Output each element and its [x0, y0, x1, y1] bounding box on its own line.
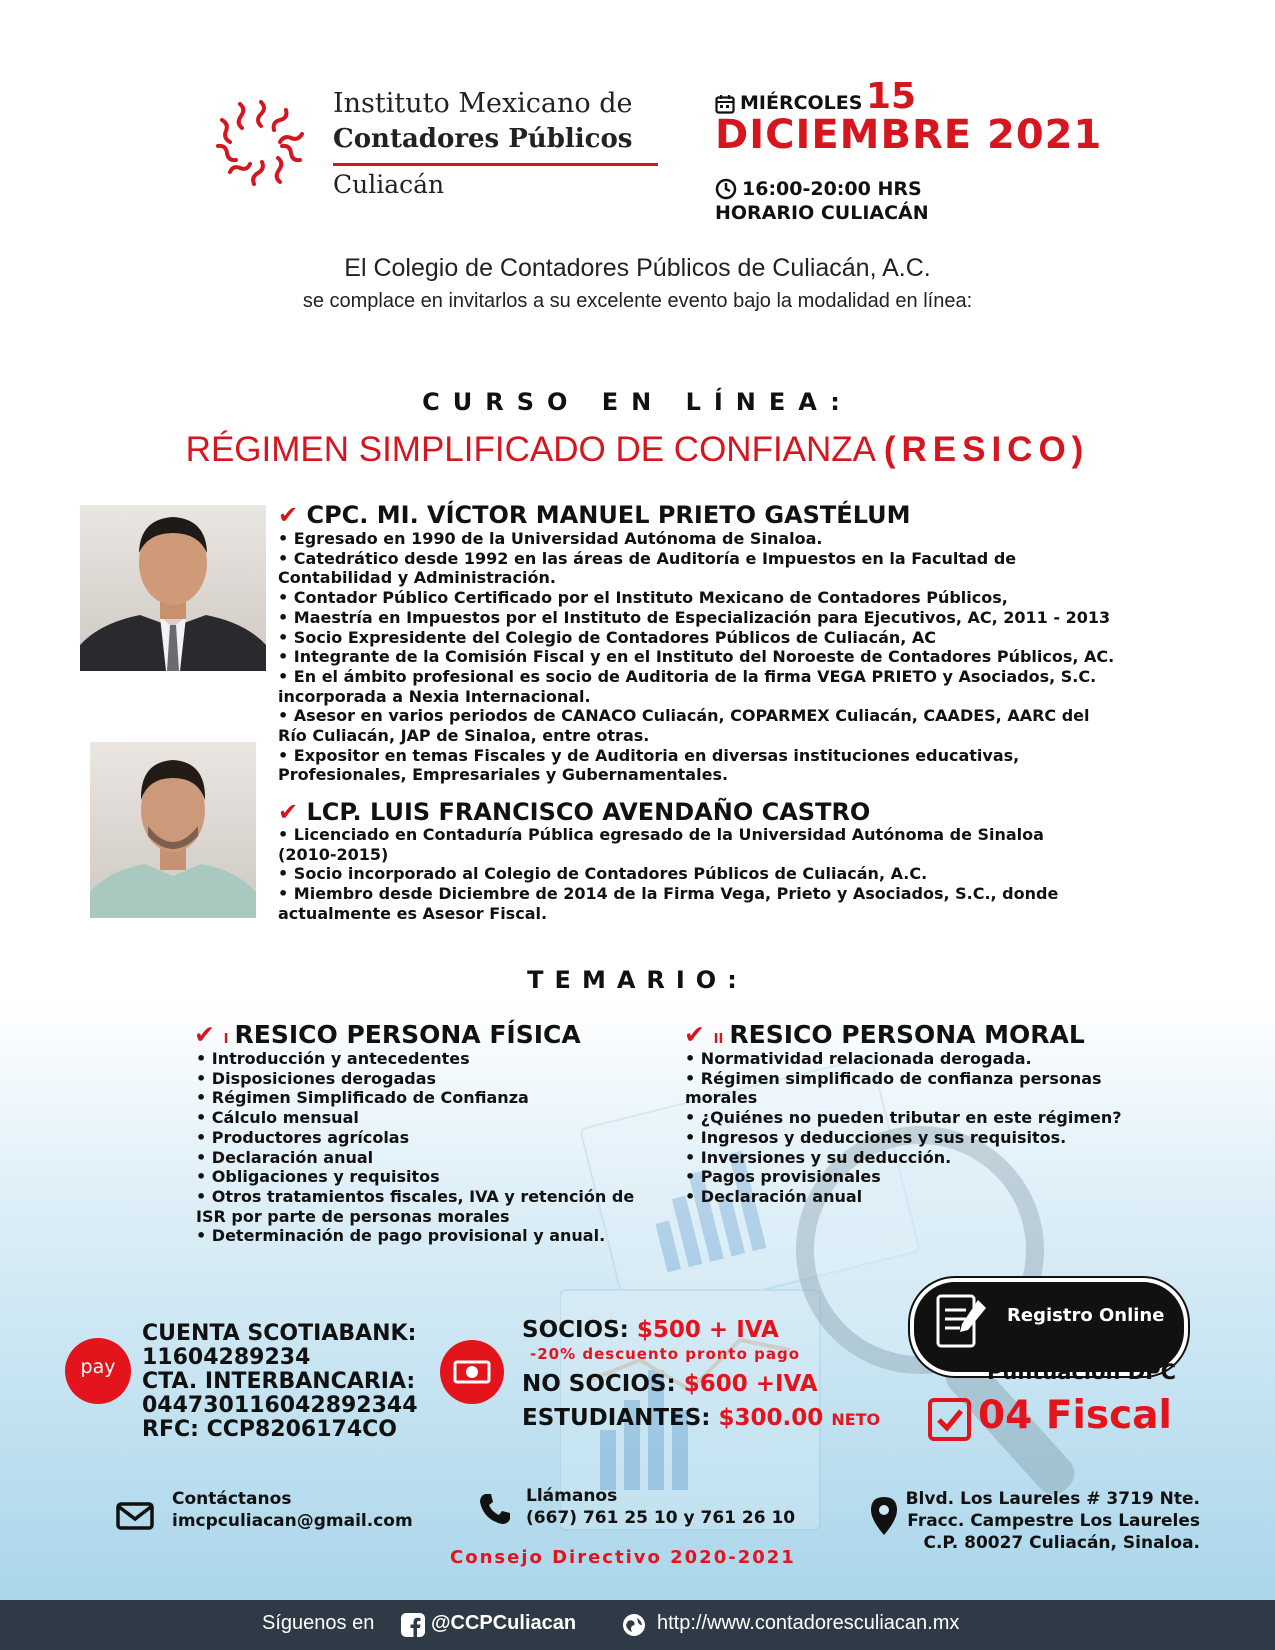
non-members-price: $600 +IVA [683, 1371, 818, 1397]
checkmark-icon: ✔ [194, 1020, 215, 1049]
students-suffix: NETO [831, 1410, 881, 1429]
amazon-pay-icon [65, 1338, 131, 1404]
list-item: • Otros tratamientos fiscales, IVA y retención de [196, 1186, 635, 1206]
phone-label: Llámanos [526, 1486, 618, 1506]
calendar-icon [715, 94, 735, 114]
speaker-2-name [278, 798, 870, 826]
list-item: • Normatividad relacionada derogada. [685, 1049, 1032, 1068]
price-members [522, 1318, 880, 1342]
event-day-number: 15 [866, 76, 917, 117]
phone-contact [526, 1485, 795, 1529]
bio-line: • Egresado en 1990 de la Universidad Autónoma de Sinaloa. [278, 529, 823, 548]
council-text: Consejo Directivo 2020-2021 [450, 1547, 796, 1568]
bio-line: • En el ámbito profesional es socio de Auditoria de la firma VEGA PRIETO y Asociados, S.C. [278, 666, 1097, 686]
list-item: • Introducción y antecedentes [196, 1049, 470, 1068]
list-item: • Obligaciones y requisitos [196, 1167, 440, 1187]
event-day-name: MIÉRCOLES [740, 92, 863, 114]
facebook-icon[interactable] [401, 1613, 425, 1637]
speaker-2-name-text: LCP. LUIS FRANCISCO AVENDAÑO CASTRO [306, 798, 871, 826]
event-month-year: DICIEMBRE 2021 [715, 112, 1103, 158]
speaker-1-name-text: CPC. MI. VÍCTOR MANUEL PRIETO GASTÉLUM [306, 501, 911, 529]
clabe-number: 044730116042892344 [142, 1393, 418, 1418]
list-item: • Declaración anual [196, 1147, 374, 1167]
bank-info [142, 1322, 418, 1442]
bio-line: (2010-2015) [278, 844, 389, 864]
list-item: • Régimen Simplificado de Confianza [196, 1088, 529, 1108]
students-price: $300.00 [718, 1405, 824, 1431]
follow-label: Síguenos en [262, 1612, 375, 1634]
course-acronym: (RESICO) [883, 430, 1090, 469]
bio-line: actualmente es Asesor Fiscal. [278, 903, 548, 923]
list-item: • Productores agrícolas [196, 1127, 410, 1147]
globe-icon [622, 1613, 646, 1637]
address-line: C.P. 80027 Culiacán, Sinaloa. [923, 1533, 1200, 1553]
bio-line: • Socio Expresidente del Colegio de Contadores Públicos de Culiacán, AC [278, 627, 937, 647]
checkmark-icon: ✔ [278, 798, 299, 826]
prices [522, 1318, 880, 1432]
address-line: Fracc. Campestre Los Laureles [907, 1511, 1200, 1531]
bio-line: • Maestría en Impuestos por el Instituto de Especialización para Ejecutivos, AC, 2011 - 2013 [278, 607, 1111, 627]
list-item: • Inversiones y su deducción. [685, 1147, 952, 1167]
clock-icon [715, 178, 737, 200]
phone-icon [478, 1492, 512, 1526]
bio-line: Profesionales, Empresariales y Gubernamentales. [278, 765, 729, 785]
members-price: $500 + IVA [636, 1317, 779, 1343]
bio-line: • Contador Público Certificado por el Instituto Mexicano de Contadores Públicos, [278, 588, 1008, 608]
bio-line: • Miembro desde Diciembre de 2014 de la Firma Vega, Prieto y Asociados, S.C., donde [278, 884, 1059, 904]
bio-line: • Licenciado en Contaduría Pública egresado de la Universidad Autónoma de Sinaloa [278, 825, 1044, 844]
dpc-label: Puntuación DPC [987, 1360, 1177, 1384]
logo-line-3: Culiacán [333, 170, 445, 199]
list-item: • Determinación de pago provisional y anual. [196, 1226, 606, 1246]
social-handle[interactable]: @CCPCuliacan [431, 1612, 577, 1634]
email-label: Contáctanos [172, 1489, 292, 1509]
non-members-label: NO SOCIOS: [522, 1371, 676, 1397]
email-address[interactable]: imcpculiacan@gmail.com [172, 1511, 413, 1531]
bio-line: • Socio incorporado al Colegio de Contadores Públicos de Culiacán, A.C. [278, 864, 928, 884]
topic-2-title [684, 1020, 1085, 1049]
list-item: • ¿Quiénes no pueden tributar en este régimen? [685, 1108, 1122, 1128]
envelope-icon [116, 1502, 154, 1530]
speaker-1-bio [278, 529, 1114, 785]
price-non-members [522, 1372, 880, 1396]
intro-line-2: se complace en invitarlos a su excelente evento bajo la modalidad en línea: [302, 290, 973, 312]
bio-line: • Asesor en varios periodos de CANACO Culiacán, COPARMEX Culiacán, CAADES, AARC del [278, 706, 1090, 726]
list-item: • Disposiciones derogadas [196, 1068, 437, 1088]
price-students [522, 1406, 880, 1432]
members-label: SOCIOS: [522, 1317, 629, 1343]
website-link[interactable]: http://www.contadoresculiacan.mx [657, 1612, 960, 1634]
address-line: Blvd. Los Laureles # 3719 Nte. [905, 1489, 1200, 1509]
list-item: • Cálculo mensual [196, 1108, 359, 1128]
bio-line: • Integrante de la Comisión Fiscal y en el Instituto del Noroeste de Contadores Públicos, AC. [278, 647, 1115, 667]
bio-line: • Catedrático desde 1992 en las áreas de Auditoría e Impuestos en la Facultad de [278, 548, 1017, 568]
clabe-label: CTA. INTERBANCARIA: [142, 1369, 416, 1394]
event-time: 16:00-20:00 HRS [742, 178, 922, 200]
topic-1-title-text: RESICO PERSONA FÍSICA [234, 1020, 581, 1049]
topic-2-items [685, 1049, 1122, 1207]
registro-online-label[interactable]: Registro Online [1007, 1305, 1165, 1326]
list-item: • Pagos provisionales [685, 1167, 881, 1187]
logo-line-1: Instituto Mexicano de [333, 88, 633, 119]
speaker-2-photo [90, 742, 256, 918]
logo-line-2: Contadores Públicos [333, 124, 633, 154]
phone-number[interactable]: (667) 761 25 10 y 761 26 10 [526, 1508, 796, 1528]
speaker-1-name [278, 501, 911, 529]
location-pin-icon [870, 1496, 898, 1536]
bio-line: Contabilidad y Administración. [278, 568, 556, 588]
topic-2-number: II [713, 1032, 724, 1047]
students-label: ESTUDIANTES: [522, 1405, 711, 1431]
rfc: RFC: CCP8206174CO [142, 1417, 397, 1442]
temario-label: TEMARIO: [527, 966, 748, 994]
bank-account: 11604289234 [142, 1345, 311, 1370]
bio-line: incorporada a Nexia Internacional. [278, 686, 591, 706]
list-item: • Ingresos y deducciones y sus requisitos. [685, 1127, 1067, 1147]
bio-line: • Expositor en temas Fiscales y de Auditoria en diversas instituciones educativas, [278, 745, 1020, 765]
list-item: • Declaración anual [685, 1186, 863, 1206]
course-title [0, 430, 1275, 470]
topic-1-title [194, 1020, 581, 1049]
course-title-text: RÉGIMEN SIMPLIFICADO DE CONFIANZA [185, 430, 875, 469]
discount-note: -20% descuento pronto pago [530, 1345, 801, 1363]
speaker-1-photo [80, 505, 266, 671]
bio-line: Río Culiacán, JAP de Sinaloa, entre otras. [278, 726, 650, 746]
footer-bar [0, 1600, 1275, 1650]
money-icon [440, 1340, 504, 1404]
logo-divider [333, 163, 658, 166]
event-timezone: HORARIO CULIACÁN [715, 202, 929, 224]
list-item: ISR por parte de personas morales [196, 1206, 510, 1226]
list-item: • Régimen simplificado de confianza personas [685, 1068, 1102, 1088]
topic-2-title-text: RESICO PERSONA MORAL [729, 1020, 1085, 1049]
course-label: CURSO EN LÍNEA: [422, 388, 853, 416]
list-item: morales [685, 1088, 758, 1108]
imcp-logo-icon [208, 94, 314, 192]
bank-label: CUENTA SCOTIABANK: [142, 1321, 417, 1346]
topic-1-items [196, 1049, 634, 1246]
address [900, 1488, 1200, 1554]
checkbox-icon [928, 1398, 971, 1441]
speaker-2-bio [278, 825, 1058, 924]
checkmark-icon: ✔ [684, 1020, 705, 1049]
topic-1-number: I [223, 1032, 229, 1047]
pay-badge-text: pay [80, 1356, 116, 1378]
intro-line-1: El Colegio de Contadores Públicos de Culiacán, A.C. [344, 254, 931, 282]
checkmark-icon: ✔ [278, 501, 299, 529]
email-contact [172, 1488, 413, 1532]
dpc-value: 04 Fiscal [978, 1393, 1172, 1438]
form-edit-icon [934, 1290, 990, 1354]
